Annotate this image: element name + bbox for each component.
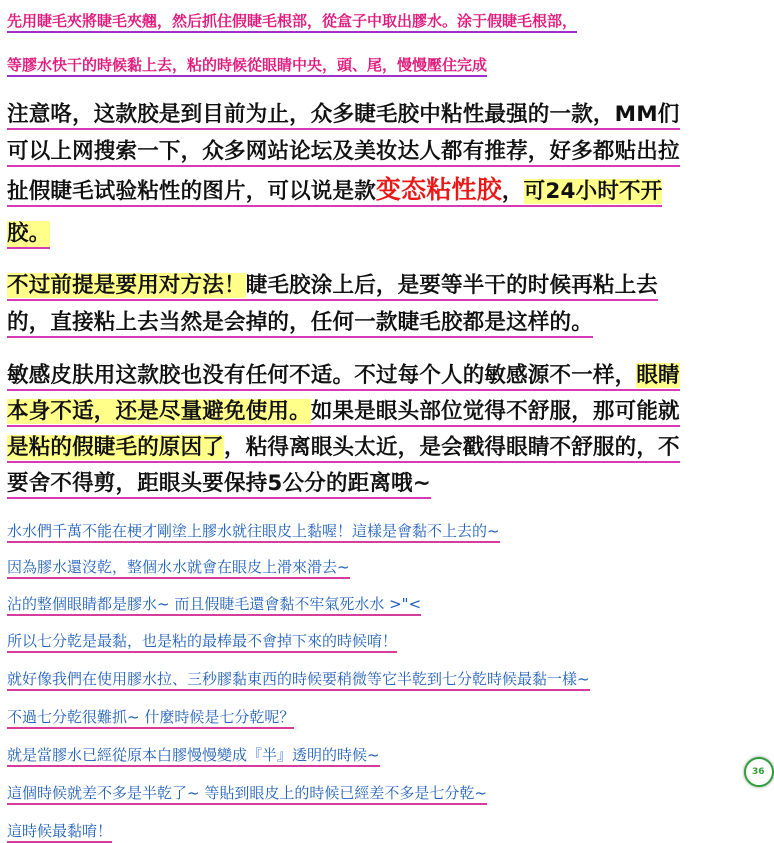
- blue-line: 沾的整個眼睛都是膠水~ 而且假睫毛還會黏不牢氣死水水 >"<: [7, 593, 421, 614]
- blue-line: 就好像我們在使用膠水拉、三秒膠黏東西的時候要稍微等它半乾到七分乾時候最黏一樣~: [7, 668, 590, 689]
- blue-line: 因為膠水還沒乾，整個水水就會在眼皮上滑來滑去~: [7, 556, 350, 577]
- para1-line-4: 胶。: [7, 216, 50, 247]
- intro-line-1: 先用睫毛夾將睫毛夾翹，然后抓住假睫毛根部，從盒子中取出膠水。涂于假睫毛根部，: [7, 10, 577, 31]
- blue-line: 就是當膠水已經從原本白膠慢慢變成『半』透明的時候~: [7, 744, 380, 765]
- floating-badge[interactable]: 36: [744, 757, 774, 787]
- blue-line: 這時候最黏唷！: [7, 820, 112, 841]
- para3-line-3: 是粘的假睫毛的原因了，粘得离眼头太近，是会戳得眼睛不舒服的，不: [7, 430, 680, 461]
- intro-line-2: 等膠水快干的時候黏上去，粘的時候從眼睛中央，頭、尾，慢慢壓住完成: [7, 54, 487, 75]
- highlight: 本身不适，还是尽量避免使用。: [7, 399, 311, 424]
- highlight: 不过前提是要用对方法！: [7, 273, 246, 298]
- emphasis-red: 变态粘性胶: [375, 175, 502, 204]
- blue-line: 所以七分乾是最黏，也是粘的最棒最不會掉下來的時候唷！: [7, 630, 397, 651]
- para3-line-2: 本身不适，还是尽量避免使用。如果是眼头部位觉得不舒服，那可能就: [7, 394, 680, 425]
- para2-line-2: 的，直接粘上去当然是会掉的，任何一款睫毛胶都是这样的。: [7, 305, 593, 336]
- para3-line-4: 要舍不得剪，距眼头要保持5公分的距离哦~: [7, 466, 431, 497]
- highlight: 可24小时不开: [523, 179, 663, 204]
- blue-line: 水水們千萬不能在梗才剛塗上膠水就往眼皮上黏喔！這樣是會黏不上去的~: [7, 520, 500, 541]
- para1-line-2: 可以上网搜索一下，众多网站论坛及美妆达人都有推荐，好多都贴出拉: [7, 134, 680, 165]
- blue-line: 不過七分乾很難抓~ 什麼時候是七分乾呢？: [7, 706, 294, 727]
- para2-line-1: 不过前提是要用对方法！睫毛胶涂上后，是要等半干的时候再粘上去: [7, 268, 658, 299]
- highlight: 眼睛: [636, 363, 680, 388]
- para3-line-1: 敏感皮肤用这款胶也没有任何不适。不过每个人的敏感源不一样，眼睛: [7, 358, 680, 389]
- para1-line-1: 注意咯，这款胶是到目前为止，众多睫毛胶中粘性最强的一款，MM们: [7, 97, 680, 128]
- highlight: 是粘的假睫毛的原因了: [7, 435, 225, 460]
- blue-line: 這個時候就差不多是半乾了~ 等貼到眼皮上的時候已經差不多是七分乾~: [7, 782, 487, 803]
- para1-line-3: 扯假睫毛试验粘性的图片，可以说是款变态粘性胶，可24小时不开: [7, 170, 662, 206]
